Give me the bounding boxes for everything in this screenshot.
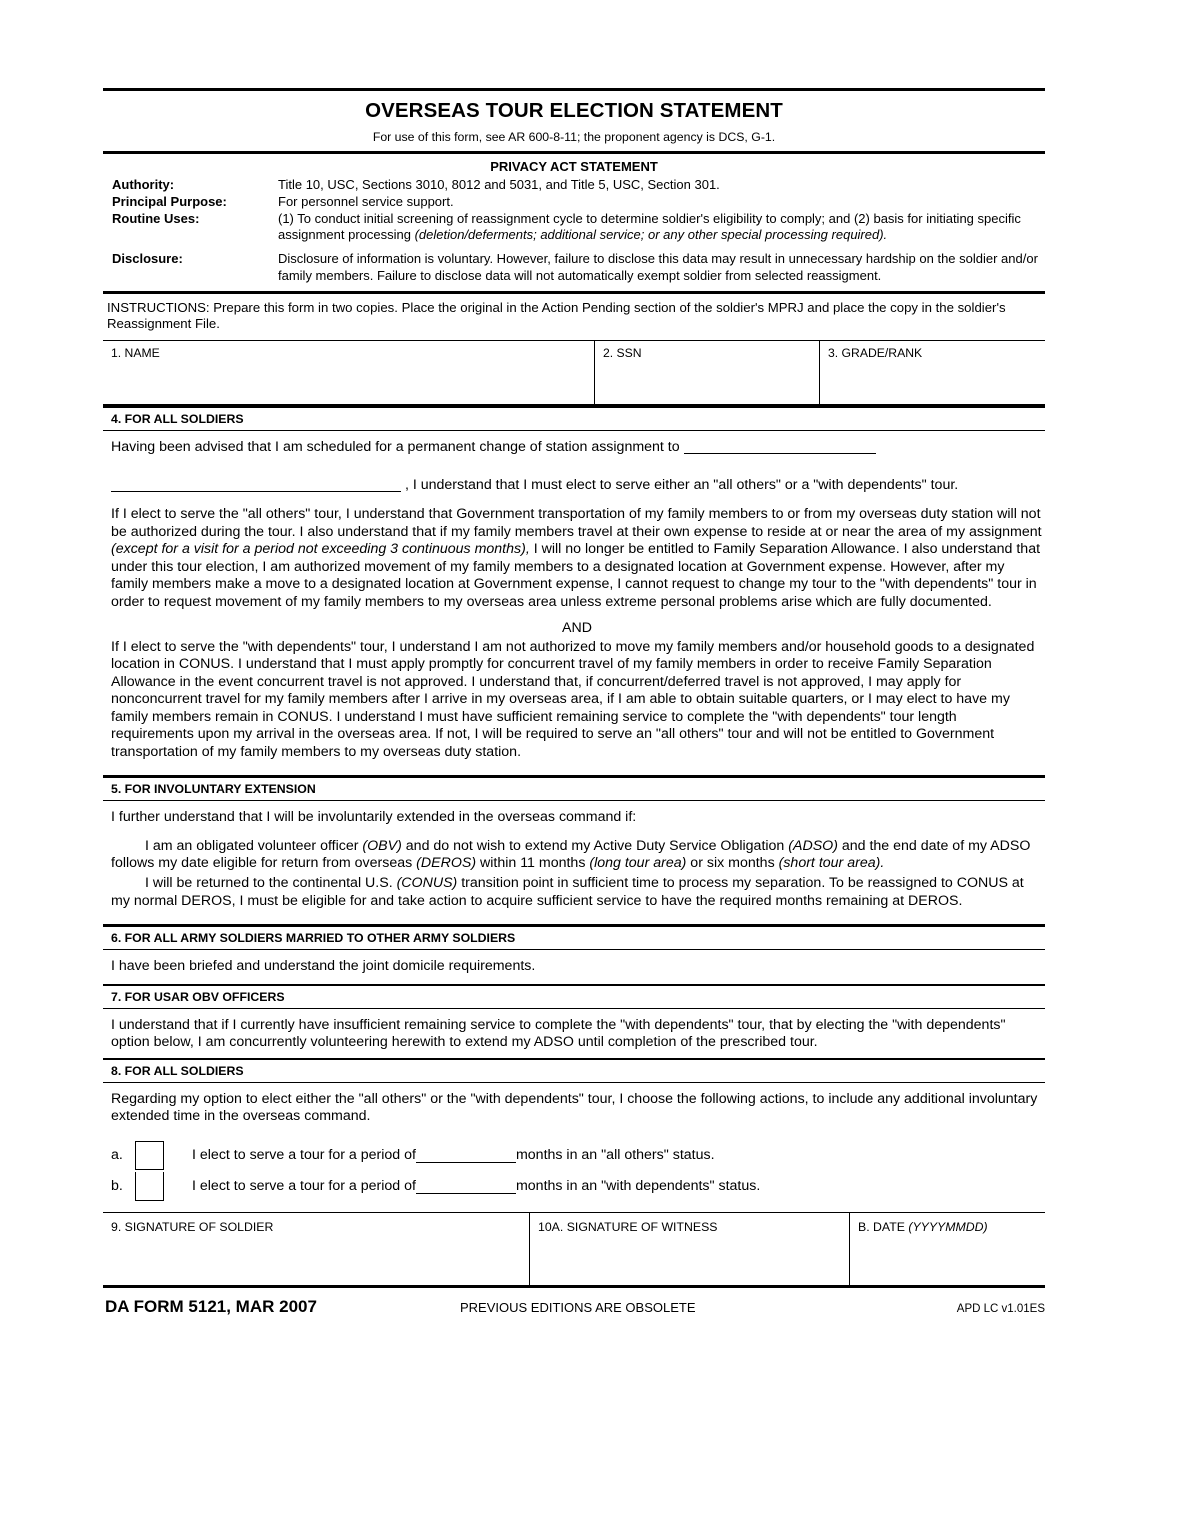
privacy-row-disclosure: [103, 251, 1045, 285]
option-b-text: [164, 1178, 760, 1194]
privacy-act-heading: PRIVACY ACT STATEMENT: [490, 159, 658, 175]
section-5-heading: 5. FOR INVOLUNTARY EXTENSION: [103, 775, 1045, 801]
and-separator: AND: [562, 620, 592, 637]
section-7-body: I understand that if I currently have insufficient remaining service to complete the "with dependents" tour, that by electing the "with dependents" option below, I am concurrently volunteering herewith to extend my ADSO until completion of the prescribed tour.: [111, 1016, 1006, 1051]
section-5-body: [103, 801, 1045, 910]
footer-version: APD LC v1.01ES: [956, 1302, 1045, 1315]
field-name[interactable]: [103, 341, 595, 404]
option-b-text-after: months in an "with dependents" status.: [515, 1178, 761, 1195]
field-signature-witness[interactable]: [530, 1213, 850, 1285]
form-page: [103, 88, 1045, 1317]
disclosure-label: Disclosure:: [112, 251, 183, 267]
s5-p2-a: I will be returned to the continental U.S.: [145, 875, 397, 891]
privacy-act-block: [103, 154, 1045, 291]
routine-uses-text: (1) To conduct initial screening of reassignment cycle to determine soldier's eligibility to comply; and (2) basis for initiating specific assignment processing: [278, 210, 1021, 243]
field-signature-witness-label: 10A. SIGNATURE OF WITNESS: [538, 1219, 718, 1234]
section-8-intro: Regarding my option to elect either the "all others" or the "with dependents" tour, I choose the following actions, to include any additional involuntary extended time in the overseas command.: [111, 1090, 1038, 1125]
instructions-text: INSTRUCTIONS: Prepare this form in two copies. Place the original in the Action Pending section of the soldier's MPRJ and place the copy in the soldier's Reassignment File.: [107, 299, 1006, 332]
s5-p1-b: and do not wish to extend my Active Duty Service Obligation: [401, 837, 789, 854]
all-others-text-b: I will no longer be entitled to Family Separation Allowance. I also understand that under this tour election, I am authorized movement of my family members to a designated location at Government expense. However, after my family members make a move to a designated location at Government expense, I cannot request to change my tour to the "with dependents" tour in order to request movement of my family members to my overseas area unless extreme personal problems arise which are fully documented.: [111, 541, 1041, 610]
field-grade-rank-label: 3. GRADE/RANK: [828, 345, 923, 360]
footer-notice: PREVIOUS EDITIONS ARE OBSOLETE: [460, 1299, 696, 1315]
s5-p2-b: transition point in sufficient time to process my separation. To be reassigned to CONUS at my normal DEROS, I must be eligible for and take action to acquire sufficient service to have the required months remaining at DEROS.: [111, 875, 1024, 909]
spacer-before-section-5: [103, 761, 1045, 775]
option-b-months-blank[interactable]: [416, 1193, 516, 1194]
field-date[interactable]: [850, 1213, 1045, 1285]
privacy-row-authority: [103, 177, 1045, 194]
option-b-letter: b.: [111, 1178, 123, 1195]
field-grade-rank[interactable]: [820, 341, 1045, 404]
section-8-heading: 8. FOR ALL SOLDIERS: [103, 1058, 1045, 1083]
section-8-body: [103, 1083, 1045, 1126]
section-4-heading: 4. FOR ALL SOLDIERS: [103, 405, 1045, 431]
pcs-assignment-blank-1[interactable]: [684, 453, 876, 454]
section-4-body: [103, 431, 1045, 762]
all-others-italic: (except for a visit for a period not exceeding 3 continuous months),: [111, 541, 530, 558]
disclosure-value: Disclosure of information is voluntary. However, failure to disclose this data may result in unnecessary hardship on the soldier and/or family members. Failure to disclose data will not automatically exempt soldier from selected reassigment.: [278, 251, 1038, 283]
option-b-checkbox[interactable]: [135, 1172, 164, 1201]
pcs-assignment-blank-2[interactable]: [111, 491, 401, 492]
s5-p1-short-tour: (short tour area).: [778, 855, 885, 872]
field-signature-soldier-label: 9. SIGNATURE OF SOLDIER: [111, 1219, 274, 1234]
option-a-letter: a.: [111, 1147, 123, 1164]
option-a-months-blank[interactable]: [416, 1162, 516, 1163]
s5-p1-deros: (DEROS): [416, 855, 477, 872]
privacy-row-principal-purpose: [103, 194, 1045, 211]
routine-uses-value: [278, 211, 1045, 245]
routine-uses-italic: (deletion/deferments; additional service; or any other special processing required).: [414, 227, 888, 243]
section-8-options: [103, 1140, 1045, 1204]
section-5-lead: I further understand that I will be involuntarily extended in the overseas command if:: [111, 809, 637, 826]
s5-p1-e: or six months: [686, 855, 779, 872]
section-6-heading: 6. FOR ALL ARMY SOLDIERS MARRIED TO OTHER ARMY SOLDIERS: [103, 924, 1045, 950]
section-5-paragraph-1: [111, 838, 1043, 873]
field-ssn[interactable]: [595, 341, 820, 404]
section-4-lead-line2: [111, 477, 1043, 495]
form-footer: [103, 1288, 1045, 1317]
privacy-row-routine-uses: [103, 211, 1045, 245]
section-4-lead-b: , I understand that I must elect to serve either an "all others" or a "with dependents" tour.: [404, 477, 959, 494]
option-b-text-before: I elect to serve a tour for a period of: [192, 1178, 416, 1195]
footer-form-id: DA FORM 5121, MAR 2007: [105, 1296, 317, 1316]
s5-p2-conus: (CONUS): [396, 875, 458, 891]
field-date-label: B. DATE: [858, 1219, 909, 1234]
form-title: OVERSEAS TOUR ELECTION STATEMENT: [365, 99, 783, 122]
identity-field-row: [103, 341, 1045, 405]
spacer-before-section-6: [103, 910, 1045, 924]
section-7-heading: 7. FOR USAR OBV OFFICERS: [103, 984, 1045, 1009]
field-ssn-label: 2. SSN: [603, 345, 642, 360]
s5-p1-d: within 11 months: [476, 855, 590, 872]
option-a-text: [164, 1147, 715, 1163]
section-5-paragraph-2: [111, 875, 1043, 910]
section-4-lead-a: Having been advised that I am scheduled for a permanent change of station assignment to: [111, 438, 680, 455]
authority-label: Authority:: [112, 177, 175, 193]
s5-p1-adso: (ADSO): [788, 837, 838, 854]
principal-purpose-value: For personnel service support.: [278, 193, 454, 209]
option-a-text-before: I elect to serve a tour for a period of: [192, 1147, 416, 1164]
option-a-text-after: months in an "all others" status.: [515, 1147, 715, 1164]
s5-p1-long-tour: (long tour area): [589, 855, 687, 872]
section-6-body: I have been briefed and understand the joint domicile requirements.: [111, 958, 536, 975]
option-row-b: [111, 1171, 1045, 1202]
section-4-with-dependents-paragraph: If I elect to serve the "with dependents" tour, I understand I am not authorized to move my family members and/or household goods to a designated location in CONUS. I understand that I must apply promptly for concurrent travel of my family members in order to receive Family Separation Allowance in the event concurrent travel is not approved. I understand that, if concurrent/deferred travel is not approved, I may apply for nonconcurrent travel for my family members after I arrive in my overseas area, if I am able to obtain suitable quarters, or I may elect to have my family members remain in CONUS. I understand I must have sufficient remaining service to complete the "with dependents" tour length requirements upon my arrival in the overseas area. If not, I will be required to serve an "all others" tour and will not be entitled to Government transportation of my family members to my overseas duty station.: [111, 638, 1035, 760]
section-4-all-others-paragraph: [111, 506, 1043, 611]
option-a-checkbox[interactable]: [135, 1141, 164, 1170]
field-signature-soldier[interactable]: [103, 1213, 530, 1285]
all-others-text-a: If I elect to serve the "all others" tour, I understand that Government transportation of my family members to or from my overseas duty station will not be authorized during the tour. I also understand that if my family members travel at their own expense to reside at or near the area of my assignment: [111, 505, 1042, 540]
title-block: [103, 91, 1045, 151]
s5-p1-c: and the end date of my ADSO follows my date eligible for return from overseas: [111, 837, 1031, 872]
field-name-label: 1. NAME: [111, 345, 160, 360]
field-date-format: (YYYYMMDD): [908, 1219, 988, 1234]
s5-p1-obv: (OBV): [362, 837, 402, 854]
principal-purpose-label: Principal Purpose:: [112, 193, 227, 209]
form-subtitle: For use of this form, see AR 600-8-11; the proponent agency is DCS, G-1.: [372, 129, 776, 144]
section-4-lead: [111, 439, 1043, 495]
s5-p1-a: I am an obligated volunteer officer: [145, 837, 363, 854]
option-row-a: [111, 1140, 1045, 1171]
signature-field-row: [103, 1212, 1045, 1288]
routine-uses-label: Routine Uses:: [112, 210, 200, 226]
authority-value: Title 10, USC, Sections 3010, 8012 and 5031, and Title 5, USC, Section 301.: [278, 177, 720, 193]
